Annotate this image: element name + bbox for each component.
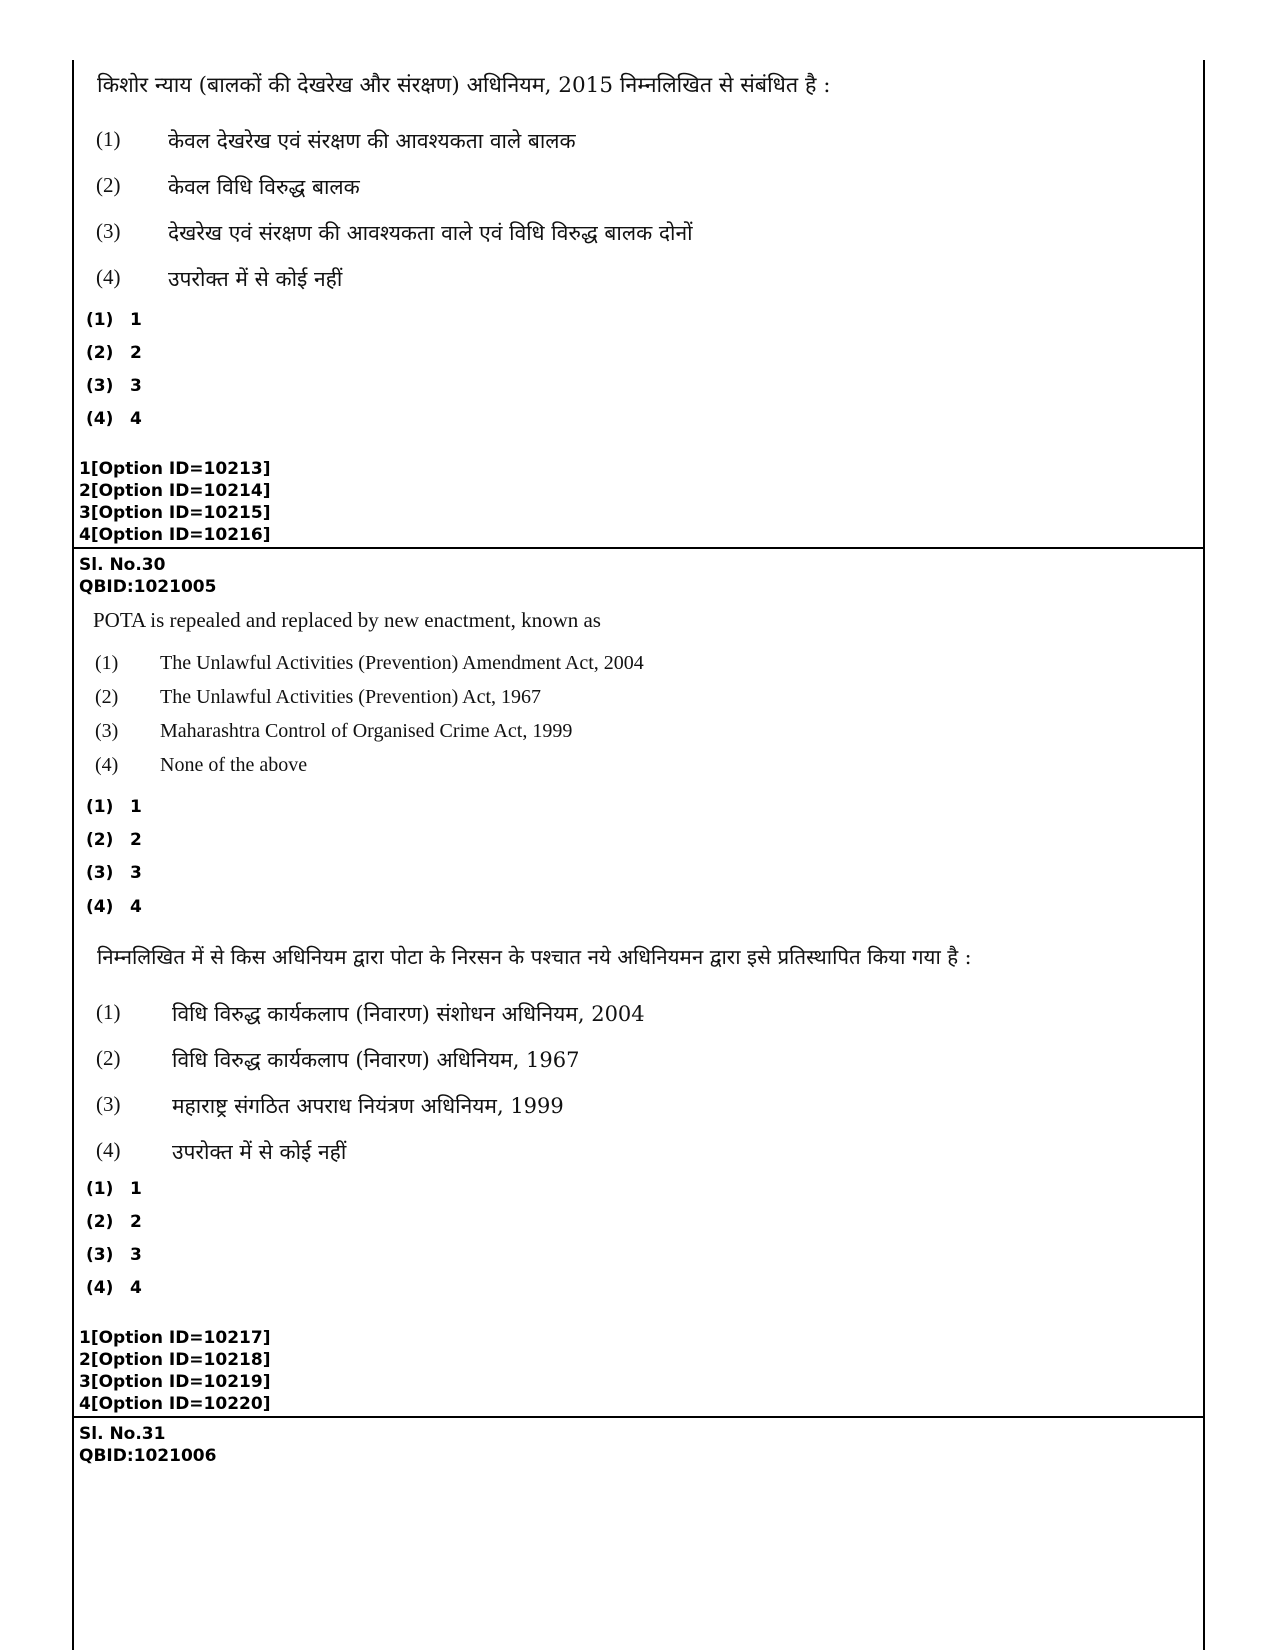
left-border [72,60,74,1650]
q30-answer-en-3: (3) 3 [86,863,142,883]
q30-answer-hi-1: (1) 1 [86,1179,142,1199]
q29-answer-1: (1) 1 [86,310,142,330]
q30-english-option-2: (2) The Unlawful Activities (Prevention) Act, 1967 [95,686,542,708]
q30-sl-no: Sl. No.30 [79,555,166,575]
q30-english-option-4: (4) None of the above [95,754,308,776]
divider [72,1416,1204,1418]
q30-hindi-option-4: (4) उपरोक्त में से कोई नहीं [96,1138,347,1164]
q31-sl-no: Sl. No.31 [79,1424,166,1444]
q30-answer-hi-2: (2) 2 [86,1212,142,1232]
q30-english-option-3: (3) Maharashtra Control of Organised Crime Act, 1999 [95,720,573,742]
q30-option-ids: 1[Option ID=10217] 2[Option ID=10218] 3[Option ID=10219] 4[Option ID=10220] [79,1328,271,1414]
right-border [1203,60,1205,1650]
q29-option-ids: 1[Option ID=10213] 2[Option ID=10214] 3[Option ID=10215] 4[Option ID=10216] [79,459,271,545]
q30-hindi-option-2: (2) विधि विरुद्ध कार्यकलाप (निवारण) अधिनियम, 1967 [96,1046,580,1072]
q30-answer-en-1: (1) 1 [86,797,142,817]
q30-answer-hi-3: (3) 3 [86,1245,142,1265]
q29-hindi-option-2: (2) केवल विधि विरुद्ध बालक [96,173,360,199]
q30-hindi-option-3: (3) महाराष्ट्र संगठित अपराध नियंत्रण अधिनियम, 1999 [96,1092,564,1118]
q29-hindi-option-3: (3) देखरेख एवं संरक्षण की आवश्यकता वाले एवं विधि विरुद्ध बालक दोनों [96,219,693,245]
q31-qbid: QBID:1021006 [79,1446,217,1466]
q29-hindi-option-4: (4) उपरोक्त में से कोई नहीं [96,265,343,291]
q29-answer-2: (2) 2 [86,343,142,363]
q31-header [79,1423,216,1467]
q30-qbid: QBID:1021005 [79,577,217,597]
q29-answer-3: (3) 3 [86,376,142,396]
q30-header [79,554,216,598]
q29-hindi-option-1: (1) केवल देखरेख एवं संरक्षण की आवश्यकता वाले बालक [96,127,576,153]
q30-english-option-1: (1) The Unlawful Activities (Prevention) Amendment Act, 2004 [95,652,644,674]
q30-english-question: POTA is repealed and replaced by new enactment, known as [93,608,601,632]
divider [72,547,1204,549]
q30-answer-en-4: (4) 4 [86,897,142,917]
q30-answer-en-2: (2) 2 [86,830,142,850]
q30-hindi-question: निम्नलिखित में से किस अधिनियम द्वारा पोटा के निरसन के पश्चात नये अधिनियमन द्वारा इसे प्रतिस्थापित किया गया है : [97,945,972,969]
q30-answer-hi-4: (4) 4 [86,1278,142,1298]
q30-hindi-option-1: (1) विधि विरुद्ध कार्यकलाप (निवारण) संशोधन अधिनियम, 2004 [96,1000,645,1026]
q29-answer-4: (4) 4 [86,409,142,429]
q29-hindi-question: किशोर न्याय (बालकों की देखरेख और संरक्षण) अधिनियम, 2015 निम्नलिखित से संबंधित है : [97,73,831,98]
